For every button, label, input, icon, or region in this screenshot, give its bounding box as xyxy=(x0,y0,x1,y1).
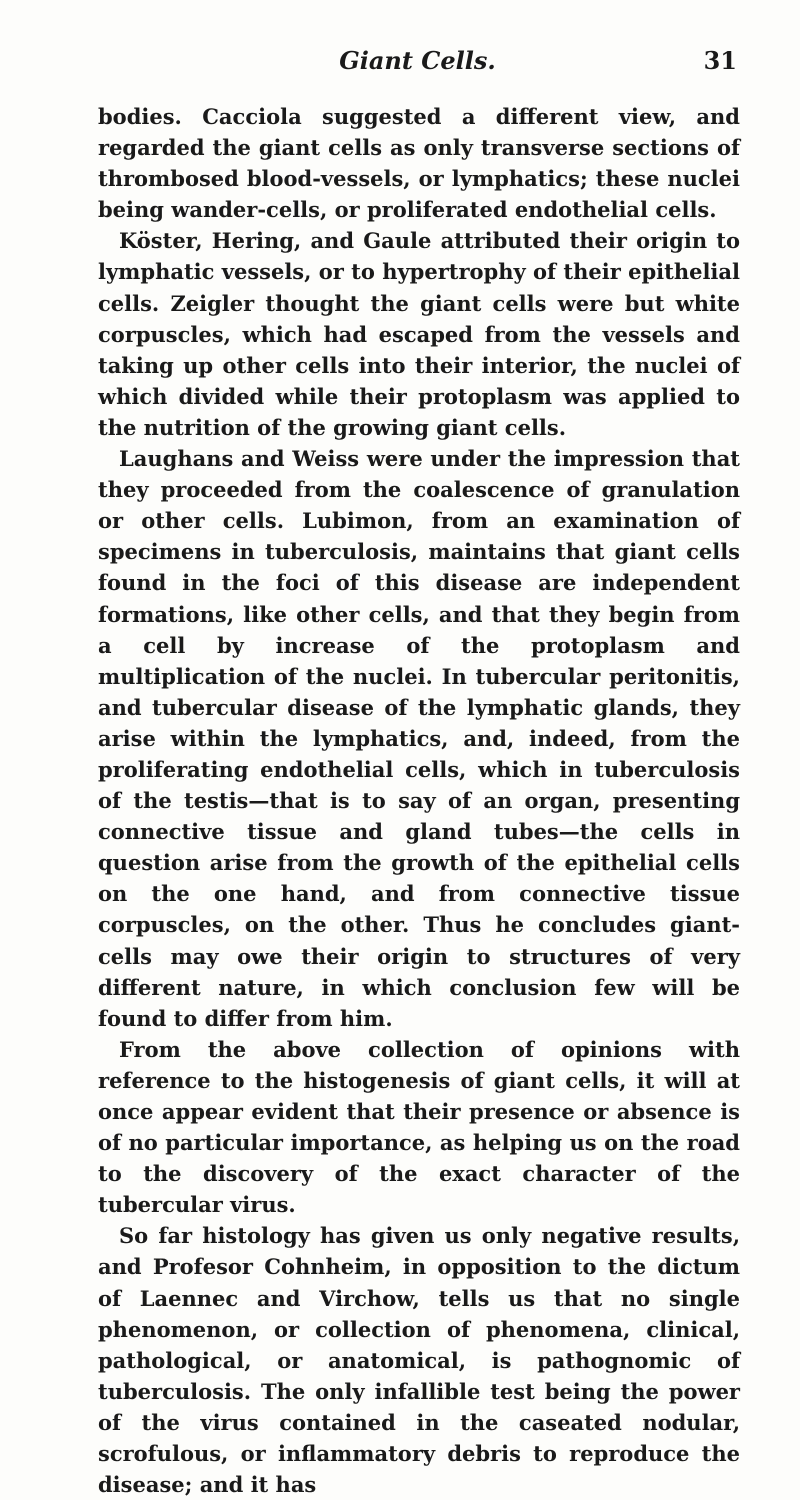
running-title: Giant Cells. xyxy=(339,46,496,75)
paragraph: So far histology has given us only negative results, and Profesor Cohnheim, in opposition to the dictum of Laennec and Virchow, tells us that no single phenomenon, or collection of phenomena, clinical, pathological, or anatomical, is pathognomic of tuberculosis. The only infallible test being the power of the virus contained in the caseated nodular, scrofulous, or inflammatory debris to reproduce the disease; and it has xyxy=(98,1223,740,1498)
paragraph: From the above collection of opinions with reference to the histogenesis of giant cells, it will at once appear evident that their presence or absence is of no particular importance, as helping us on the road to the discovery of the exact character of the tubercular virus. xyxy=(98,1036,740,1218)
paragraph: Laughans and Weiss were under the impression that they proceeded from the coalescence of granulation or other cells. Lubimon, from an examination of specimens in tuberculosis, maintains that giant cells found in the foci of this disease are independent formations, like other cells, and that they begin from a cell by increase of the protoplasm and multiplication of the nuclei. In tubercular peritonitis, and tubercular disease of the lymphatic glands, they arise within the lymphatics, and, indeed, from the proliferating endothelial cells, which in tuberculosis of the testis—that is to say of an organ, presenting connective tissue and gland tubes—the cells in question arise from the growth of the epithelial cells on the one hand, and from connective tissue corpuscles, on the other. Thus he concludes giant-cells may owe their origin to structures of very different nature, in which conclusion few will be found to differ from him. xyxy=(98,446,740,1031)
page-number: 31 xyxy=(703,46,737,75)
paragraph: Köster, Hering, and Gaule attributed their origin to lymphatic vessels, or to hypertrophy of their epithelial cells. Zeigler thought the giant cells were but white corpuscles, which had escaped from the vessels and taking up other cells into their interior, the nuclei of which divided while their protoplasm was applied to the nutrition of the growing giant cells. xyxy=(98,228,740,440)
running-head xyxy=(98,46,737,82)
paragraph-continuation: bodies. Cacciola suggested a different view, and regarded the giant cells as only transverse sections of thrombosed blood-vessels, or lymphatics; these nuclei being wander-cells, or proliferated endothelial cells. xyxy=(98,104,740,223)
body-text xyxy=(98,101,740,1500)
